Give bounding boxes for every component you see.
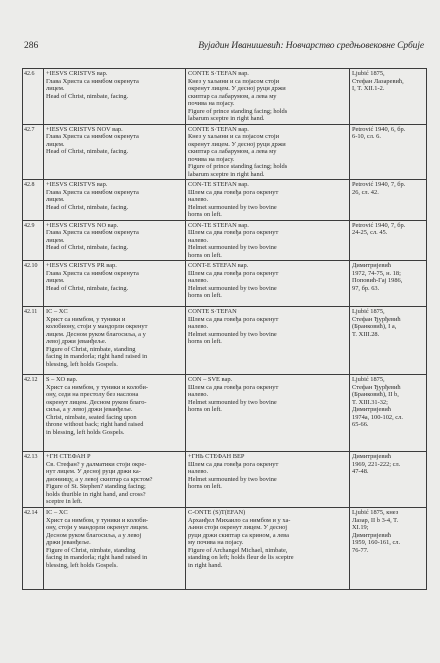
catalogue-number: 42.13: [23, 452, 44, 508]
reverse-description-line: standing on left; holds fleur de lis sceptre: [188, 554, 294, 561]
reverse-description-line: Helmet surmounted by two bovine: [188, 398, 277, 406]
reverse-description-line: Арханђел Михаило са нимбом и у ха-: [188, 516, 291, 524]
obverse-description-line: сиља, а у левој држи јеванђеље.: [46, 406, 133, 413]
obverse-description-line: Head of Christ, nimbate, facing.: [46, 203, 129, 211]
reference-citation-line: Стефан Ђурђевић: [352, 315, 401, 323]
obverse-description: [44, 375, 186, 452]
reference-citation: [350, 261, 427, 307]
catalogue-number: 42.12: [23, 375, 44, 452]
reverse-description-line: CON-TE STEFAN вар.: [188, 221, 249, 229]
reverse-description-line: labarum sceptre in right hand.: [188, 115, 265, 122]
obverse-description-line: Figure of Christ, nimbate, standing: [46, 345, 136, 353]
obverse-description-line: blessing, left holds Gospels.: [46, 561, 118, 569]
reverse-description: [186, 69, 350, 125]
obverse-description-line: +IESVS CRISTVS вар.: [46, 181, 108, 188]
reference-citation: [350, 307, 427, 375]
reverse-description-line: horns on left.: [188, 338, 222, 345]
reverse-description-line: +ГНЬ СТЕФАН ВЕР: [188, 453, 245, 460]
reverse-description-line: налево.: [188, 468, 209, 475]
reverse-description-line: Helmet surmounted by two bovine: [188, 330, 277, 338]
reverse-description-line: in right hand.: [188, 561, 223, 569]
catalogue-number: 42.14: [23, 508, 44, 590]
obverse-description-line: S – XO вар.: [46, 376, 78, 383]
obverse-description: [44, 124, 186, 180]
obverse-description: [44, 452, 186, 508]
obverse-description-line: држи јеванђеље.: [46, 539, 91, 546]
reverse-description-line: C-ONTE (S)T(EFAN): [188, 509, 246, 516]
reference-citation-line: 6-10, сл. 6.: [352, 133, 381, 140]
obverse-description-line: in blessing, left holds Gospels.: [46, 428, 125, 436]
reverse-description: [186, 124, 350, 180]
reverse-description-line: почива на појасу.: [188, 155, 235, 163]
reference-citation-line: 1974a, 100-102, сл.: [352, 413, 403, 421]
reverse-description-line: Helmet surmounted by two bovine: [188, 284, 277, 292]
obverse-description-line: +IESVS CRISTVS PR вар.: [46, 262, 117, 269]
obverse-description-line: Head of Christ, nimbate, facing.: [46, 244, 129, 251]
reverse-description-line: руци држи скиптар са крином, а лева: [188, 531, 289, 539]
reference-citation-line: Ljubić 1875,: [352, 308, 385, 315]
obverse-description-line: левој држи јеванђеље.: [46, 338, 107, 345]
obverse-description-line: лицем.: [46, 236, 65, 244]
reverse-description-line: CONTE S·TEFAN вар.: [188, 125, 249, 133]
obverse-description: [44, 261, 186, 307]
reference-citation-line: XI.19;: [352, 524, 369, 531]
catalogue-number: 42.7: [23, 124, 44, 180]
catalogue-number: 42.6: [23, 69, 44, 125]
reverse-description-line: љини стоји окренут лицем. У десној: [188, 524, 288, 531]
reverse-description-line: CON – SVE вар.: [188, 376, 233, 383]
reference-citation-line: (Бранковић), II b,: [352, 391, 399, 398]
obverse-description-line: окренут лицем. Десном руком благо-: [46, 398, 147, 406]
obverse-description-line: ону, седи на престолу без наслона: [46, 391, 139, 398]
reference-citation-line: 1969, 221-222; сл.: [352, 460, 401, 468]
obverse-description-line: blessing, left holds Gospels.: [46, 360, 118, 368]
reverse-description-line: налево.: [188, 196, 209, 203]
reverse-description-line: CONTE S·TEFAN вар.: [188, 70, 249, 77]
reverse-description: [186, 508, 350, 590]
obverse-description-line: ону, стоји у мандорли окренут лицем.: [46, 524, 149, 531]
reverse-description-line: horns on left.: [188, 211, 222, 218]
reference-citation: [350, 375, 427, 452]
reverse-description-line: скиптар са лабарумом, а лева му: [188, 148, 277, 155]
reverse-description-line: Шлем са два говеђа рога окренут: [188, 460, 279, 468]
reference-citation-line: 65-66.: [352, 421, 369, 428]
obverse-description-line: IC – XC: [46, 509, 68, 516]
reverse-description-line: horns on left.: [188, 292, 222, 299]
reverse-description: [186, 307, 350, 375]
reverse-description-line: Шлем са два говеђа рога окренут: [188, 188, 279, 196]
obverse-description-line: +IESVS CRISTVS NO вар.: [46, 221, 119, 229]
coin-catalogue-table: [22, 68, 427, 590]
obverse-description-line: лицем.: [46, 196, 65, 203]
reference-citation-line: Petrović 1940, 7, бр.: [352, 181, 406, 188]
reference-citation-line: Димитријевић: [352, 531, 391, 539]
reverse-description-line: почива на појасу.: [188, 100, 235, 107]
reverse-description-line: налево.: [188, 391, 209, 398]
catalogue-row: [23, 508, 427, 590]
reverse-description-line: horns on left.: [188, 406, 222, 413]
obverse-description-line: sceptre in left.: [46, 498, 83, 505]
reference-citation-line: Ljubić 1875,: [352, 376, 385, 383]
reference-citation: [350, 220, 427, 261]
reference-citation-line: 24-25, сл. 45.: [352, 229, 388, 236]
catalogue-number: 42.11: [23, 307, 44, 375]
catalogue-row: [23, 307, 427, 375]
reference-citation-line: 1972, 74-75, н. 18;: [352, 269, 401, 277]
obverse-description-line: Глава Христа са нимбом окренута: [46, 188, 139, 196]
reverse-description-line: скиптар са лабарумом, а левa му: [188, 92, 277, 100]
obverse-description-line: throne without back; right hand raised: [46, 421, 144, 428]
obverse-description: [44, 180, 186, 221]
obverse-description-line: колобиону, стоји у мандорли окренут: [46, 323, 148, 330]
reverse-description-line: налево.: [188, 236, 209, 244]
reference-citation: [350, 180, 427, 221]
obverse-description-line: +IESVS CRISTVS NOV вар.: [46, 125, 123, 133]
reference-citation-line: Лазар, II b 3-4, T.: [352, 516, 399, 524]
reverse-description-line: CONT-E STEFAN вар.: [188, 262, 249, 269]
reference-citation-line: (Бранковић), I a,: [352, 323, 397, 330]
obverse-description-line: Св. Стефан? у далматики стоји окре-: [46, 460, 147, 468]
obverse-description-line: нут лицем. У десној руци држи ка-: [46, 468, 141, 475]
obverse-description-line: Глава Христа са нимбом окренута: [46, 269, 139, 277]
reference-citation: [350, 124, 427, 180]
obverse-description-line: Figure of St. Stephen? standing facing;: [46, 483, 146, 490]
reference-citation: [350, 452, 427, 508]
reverse-description: [186, 180, 350, 221]
reference-citation-line: T. XIII.31-32;: [352, 398, 388, 406]
obverse-description-line: лицем.: [46, 85, 65, 92]
catalogue-row: [23, 124, 427, 180]
reference-citation-line: Поповић-Гај 1986,: [352, 277, 403, 284]
reverse-description-line: Шлем са два говеђа рога окренут: [188, 229, 279, 236]
obverse-description-line: Christ, nimbate, seated facing upon: [46, 413, 137, 421]
reference-citation-line: 97, бр. 63.: [352, 284, 380, 292]
catalogue-row: [23, 180, 427, 221]
reference-citation-line: 47-48.: [352, 468, 369, 475]
reference-citation-line: Димитријевић: [352, 453, 391, 460]
reverse-description-line: Шлем са два говеђа рога окренут: [188, 269, 279, 277]
obverse-description: [44, 69, 186, 125]
obverse-description-line: +IESVS CRISTVS вар.: [46, 70, 108, 77]
obverse-description-line: Глава Христа са нимбом окренута: [46, 229, 139, 236]
reference-citation-line: Petrović 1940, 6, бр.: [352, 125, 406, 133]
obverse-description: [44, 220, 186, 261]
obverse-description-line: Десном руком благосиља, а у левој: [46, 531, 142, 539]
reverse-description-line: Figure of prince standing facing; holds: [188, 163, 288, 170]
page-header: [21, 41, 424, 55]
catalogue-row: [23, 452, 427, 508]
reference-citation-line: Стефан Ђурђевић: [352, 383, 401, 391]
obverse-description-line: +ГН СТЕФАН Р: [46, 453, 91, 460]
catalogue-row: [23, 220, 427, 261]
obverse-description-line: лицем.: [46, 140, 65, 148]
catalogue-number: 42.10: [23, 261, 44, 307]
reverse-description-line: Figure of Archangel Michael, nimbate,: [188, 546, 288, 554]
reverse-description-line: CONTE S·TEFAN: [188, 308, 237, 315]
reverse-description-line: налево.: [188, 277, 209, 284]
reverse-description-line: Кнез у хаљини и са појасом стоји: [188, 77, 280, 85]
reverse-description: [186, 220, 350, 261]
reverse-description: [186, 261, 350, 307]
obverse-description-line: Head of Christ, nimbate, facing.: [46, 92, 129, 100]
reference-citation: [350, 508, 427, 590]
reverse-description-line: налево.: [188, 323, 209, 330]
obverse-description-line: Head of Christ, nimbate, facing.: [46, 284, 129, 292]
obverse-description-line: лицем.: [46, 277, 65, 284]
reference-citation-line: Димитријевић: [352, 406, 391, 413]
catalogue-row: [23, 69, 427, 125]
reverse-description-line: окренут лицем. У десној руци држи: [188, 140, 286, 148]
catalogue-number: 42.9: [23, 220, 44, 261]
obverse-description-line: Христ са нимбом, у туники и колоби-: [46, 383, 149, 391]
reverse-description-line: Helmet surmounted by two bovine: [188, 475, 277, 483]
catalogue-number: 42.8: [23, 180, 44, 221]
obverse-description-line: Христ са нимбом, у туники и: [46, 315, 126, 323]
reference-citation-line: Стефан Лазаревић,: [352, 77, 404, 85]
obverse-description-line: holds thurible in right hand, and cross?: [46, 490, 146, 498]
catalogue-row: [23, 375, 427, 452]
obverse-description: [44, 307, 186, 375]
reverse-description-line: CON-TE STEFAN вар.: [188, 181, 249, 188]
reference-citation-line: Димитријевић: [352, 262, 391, 269]
reference-citation-line: Ljubić 1875, кнез: [352, 509, 399, 516]
reverse-description-line: horns on left.: [188, 483, 222, 490]
reverse-description: [186, 452, 350, 508]
obverse-description-line: Христ са нимбом, у туники и колоби-: [46, 516, 149, 524]
reference-citation-line: 26, сл. 42.: [352, 188, 379, 196]
reverse-description-line: horns on left.: [188, 251, 222, 259]
obverse-description-line: Глава Христа са нимбом окренута: [46, 133, 139, 140]
reference-citation-line: Ljubić 1875,: [352, 70, 385, 77]
catalogue-row: [23, 261, 427, 307]
reference-citation-line: Petrović 1940, 7, бр.: [352, 221, 406, 229]
reverse-description-line: окренут лицем. У десној руци држи: [188, 85, 286, 92]
reverse-description-line: labarum sceptre in right hand.: [188, 170, 265, 178]
reverse-description-line: Helmet surmounted by two bovine: [188, 203, 277, 211]
catalogue-rows: [23, 69, 427, 590]
obverse-description: [44, 508, 186, 590]
reverse-description-line: Шлем са два говеђа рога окренут: [188, 383, 279, 391]
running-title: Вујадин Иванишевић: Новчарство средњовековне Србије: [198, 41, 424, 51]
obverse-description-line: Глава Христа са нимбом окренута: [46, 77, 139, 85]
reverse-description: [186, 375, 350, 452]
reverse-description-line: Шлем са два говеђа рога окренут: [188, 315, 279, 323]
reference-citation-line: 1959, 160-161, сл.: [352, 539, 401, 546]
obverse-description-line: IC – XC: [46, 308, 68, 315]
reverse-description-line: му почива на појасу.: [188, 539, 244, 546]
page-number: 286: [24, 41, 39, 51]
reverse-description-line: Figure of prince standing facing; holds: [188, 107, 288, 115]
reference-citation-line: 76-77.: [352, 546, 369, 554]
obverse-description-line: диониицу, а у левој скиптар са крстом?: [46, 475, 153, 483]
obverse-description-line: facing in mandorla; right hand raised in: [46, 554, 148, 561]
reference-citation-line: T. XIII.28.: [352, 330, 380, 338]
obverse-description-line: лицем. Десном руком благосиља, а у: [46, 330, 146, 338]
reverse-description-line: Helmet surmounted by two bovine: [188, 244, 277, 251]
obverse-description-line: facing in mandorla; right hand raised in: [46, 353, 148, 360]
reverse-description-line: Кнез у хаљини и са појасом стоји: [188, 133, 280, 140]
obverse-description-line: Figure of Christ, nimbate, standing: [46, 546, 136, 554]
reference-citation-line: I, T. XII.1-2.: [352, 85, 385, 92]
reference-citation: [350, 69, 427, 125]
obverse-description-line: Head of Christ, nimbate, facing.: [46, 148, 129, 155]
